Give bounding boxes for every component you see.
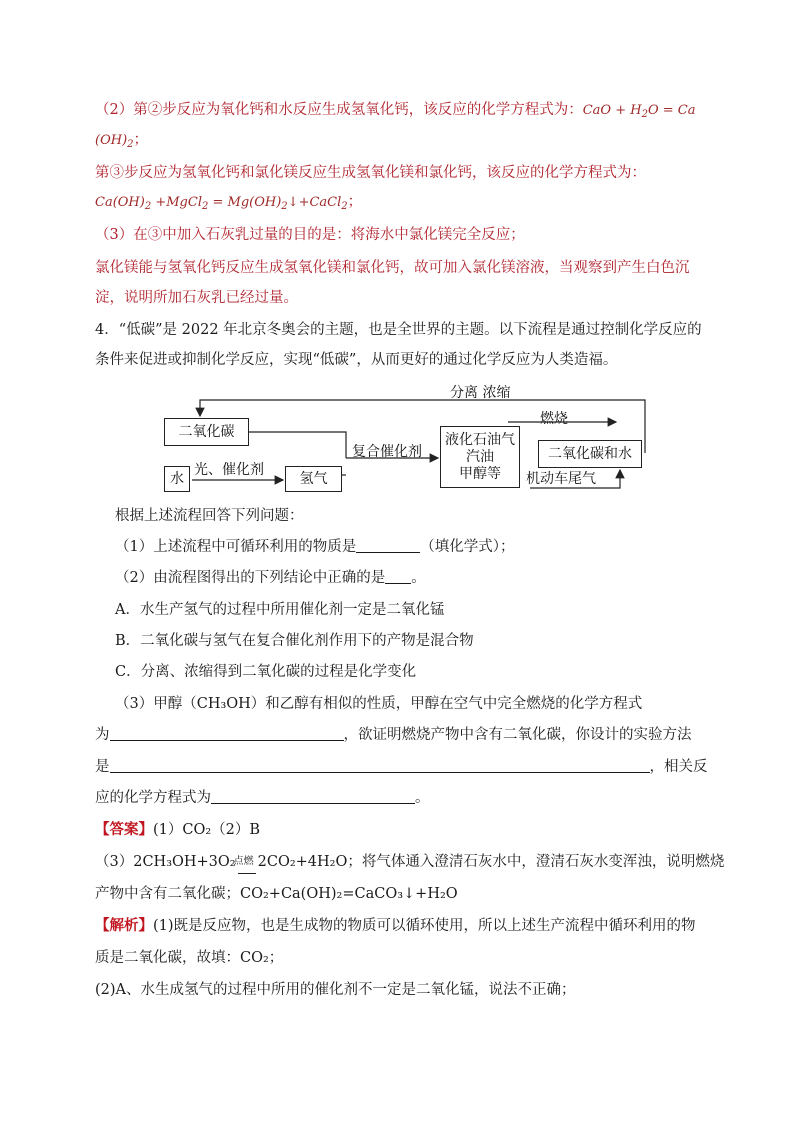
q4-sub3-line1: （3）甲醇（CH₃OH）和乙醇有相似的性质，甲醇在空气中完全燃烧的化学方程式: [115, 696, 643, 712]
q3step-equation: $Ca(OH)_2$ +MgCl$_2$ = $Mg(OH)_2↓+CaCl_2$；: [95, 194, 363, 212]
q2-equation-cont: $(OH)_2$: [95, 133, 134, 150]
answer-line2: （3）2CH₃OH+3O₂ 点燃 2CO₂+4H₂O；将气体通入澄清石灰水中，澄清石灰水变浑浊，说明燃烧: [95, 852, 724, 872]
label-exhaust: 机动车尾气: [526, 471, 596, 487]
q4-stem-1: 4．“低碳”是 2022 年北京冬奥会的主题，也是全世界的主题。以下流程是通过控制化学反应的: [95, 322, 702, 338]
q2-text: （2）第②步反应为氧化钙和水反应生成氢氧化钙，该反应的化学方程式为：: [95, 102, 583, 118]
box-co2-and-water: 二氧化碳和水: [538, 440, 642, 468]
answer-blank-5: [211, 789, 415, 804]
product-methanol: 甲醇等: [459, 465, 501, 482]
arrow-co2-to-products: [249, 432, 346, 458]
q4-sub3-line2: 为 ，欲证明燃烧产物中含有二氧化碳，你设计的实验方法: [95, 727, 692, 743]
product-lpg: 液化石油气: [445, 431, 515, 448]
answer-blank-4: [110, 758, 650, 773]
q4-sub3-line3: 是 ，相关反: [95, 759, 708, 775]
answer-tag: 【答案】: [95, 821, 153, 838]
q4-sub2: （2）由流程图得出的下列结论中正确的是 。: [115, 570, 426, 586]
q3-detail-1: 氯化镁能与氢氧化钙反应生成氢氧化镁和氯化钙，故可加入氯化镁溶液，当观察到产生白色沉: [95, 260, 690, 276]
flow-diagram: [150, 378, 660, 496]
answer-line1: 【答案】(1）CO₂（2）B: [95, 821, 261, 838]
q3step-text: 第③步反应为氢氧化钙和氯化镁反应生成氢氧化镁和氯化钙，该反应的化学方程式为：: [95, 165, 646, 181]
q3-detail-2: 淀，说明所加石灰乳已经过量。: [95, 290, 298, 306]
analysis-tag: 【解析】: [95, 917, 153, 934]
analysis-line3: (2)A、水生成氢气的过程中所用的催化剂不一定是二氧化锰，说法不正确；: [95, 982, 576, 998]
q3-text: （3）在③中加入石灰乳过量的目的是：将海水中氯化镁完全反应；: [95, 227, 525, 243]
label-separate-concentrate: 分离 浓缩: [450, 385, 511, 401]
analysis-line1: 【解析】(1)既是反应物，也是生成物的物质可以循环使用，所以上述生产流程中循环利用的物: [95, 917, 696, 934]
q2-line1: [95, 100, 695, 125]
q2-line2: $(OH)_2$；: [95, 132, 149, 150]
product-gasoline: 汽油: [466, 448, 494, 465]
q4-sub3-line4: 应的化学方程式为 。: [95, 790, 430, 806]
q4-stem-2: 条件来促进或抑制化学反应，实现“低碳”，从而更好的通过化学反应为人类造福。: [95, 352, 618, 368]
box-h2: 氢气: [285, 466, 342, 492]
option-b: B．二氧化碳与氢气在复合催化剂作用下的产物是混合物: [115, 633, 474, 649]
analysis-line2: 质是二氧化碳，故填：CO₂；: [95, 950, 284, 966]
condition-ignite: 点燃: [233, 856, 254, 867]
box-co2: 二氧化碳: [164, 418, 249, 446]
q2-equation: CaO + $H_2O = Ca$: [582, 103, 696, 120]
label-burn: 燃烧: [540, 411, 568, 427]
box-products: [440, 426, 520, 488]
answer-blank-2: [385, 569, 411, 584]
option-c: C．分离、浓缩得到二氧化碳的过程是化学变化: [115, 664, 417, 680]
answer-line3: 产物中含有二氧化碳；CO₂+Ca(OH)₂=CaCO₃↓+H₂O: [95, 886, 458, 902]
label-light-catalyst: 光、催化剂: [194, 462, 264, 478]
box-water: 水: [164, 466, 190, 492]
label-composite-catalyst: 复合催化剂: [352, 444, 422, 460]
q4-sub1: （1）上述流程中可循环利用的物质是 （填化学式）；: [115, 539, 515, 555]
q4-prompt: 根据上述流程回答下列问题：: [115, 508, 304, 524]
option-a: A．水生产氢气的过程中所用催化剂一定是二氧化锰: [115, 602, 445, 618]
answer-blank-1: [356, 538, 420, 553]
answer-blank-3: [110, 726, 344, 741]
